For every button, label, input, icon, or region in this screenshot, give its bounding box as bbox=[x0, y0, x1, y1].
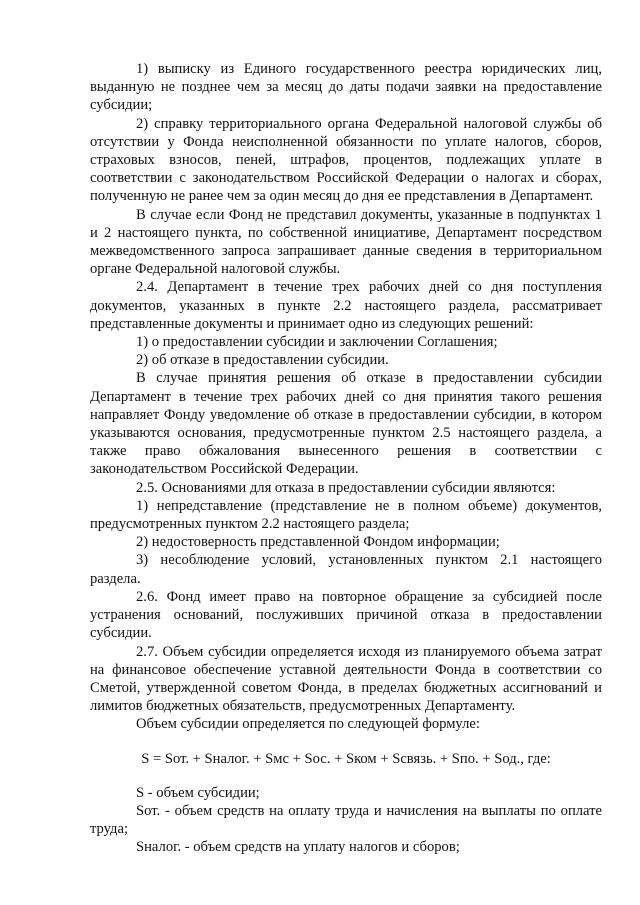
paragraph-interagency-request: В случае если Фонд не представил документы, указанные в подпунктах 1 и 2 настоящего пункта, по собственной инициативе, Департамент посредством межведомственного запроса запрашивает данные сведения в территориальном органе Федеральной налоговой службы. bbox=[90, 206, 602, 278]
paragraph-ground-1: 1) непредставление (представление не в полном объеме) документов, предусмотренных пунктом 2.2 настоящего раздела; bbox=[90, 497, 602, 533]
document-page bbox=[90, 60, 602, 857]
paragraph-2-7: 2.7. Объем субсидии определяется исходя из планируемого объема затрат на финансовое обеспечение уставной деятельности Фонда в соответствии со Сметой, утвержденной советом Фонда, в пределах бюджетных ассигнований и лимитов бюджетных обязательств, предусмотренных Департаменту. bbox=[90, 643, 602, 715]
definition-s-ot: Sот. - объем средств на оплату труда и начисления на выплаты по оплате труда; bbox=[90, 802, 602, 838]
paragraph-2-6: 2.6. Фонд имеет право на повторное обращение за субсидией после устранения оснований, послуживших причиной отказа в предоставлении субсидии. bbox=[90, 588, 602, 642]
paragraph-refusal-notice: В случае принятия решения об отказе в предоставлении субсидии Департамент в течение трех рабочих дней со дня принятия такого решения направляет Фонду уведомление об отказе в предоставлении субсидии, в котором указываются основания, предусмотренные пунктом 2.5 настоящего раздела, а также право обжалования вынесенного решения в соответствии с законодательством Российской Федерации. bbox=[90, 370, 602, 478]
paragraph-decision-refuse: 2) об отказе в предоставлении субсидии. bbox=[136, 352, 389, 369]
paragraph-ground-3: 3) несоблюдение условий, установленных пунктом 2.1 настоящего раздела. bbox=[90, 552, 602, 587]
paragraph-2-5: 2.5. Основаниями для отказа в предоставлении субсидии являются: bbox=[136, 479, 556, 496]
paragraph-2-4: 2.4. Департамент в течение трех рабочих дней со дня поступления документов, указанных в пункте 2.2 настоящего раздела, рассматривает представленные документы и принимает одно из следующих решений: bbox=[90, 279, 602, 332]
paragraph-formula-intro: Объем субсидии определяется по следующей формуле: bbox=[136, 716, 480, 733]
paragraph-decision-grant: 1) о предоставлении субсидии и заключении Соглашения; bbox=[136, 334, 498, 351]
paragraph-extract-egrul: 1) выписку из Единого государственного реестра юридических лиц, выданную не позднее чем за месяц до даты подачи заявки на предоставление субсидии; bbox=[90, 61, 602, 114]
definition-s-nalog: Sналог. - объем средств на уплату налогов и сборов; bbox=[136, 839, 460, 856]
paragraph-ground-2: 2) недостоверность представленной Фондом информации; bbox=[136, 534, 500, 551]
definition-s: S - объем субсидии; bbox=[136, 784, 260, 801]
paragraph-tax-certificate: 2) справку территориального органа Федеральной налоговой службы об отсутствии у Фонда неисполненной обязанности по уплате налогов, сборов, страховых взносов, пеней, штрафов, процентов, подлежащих уплате в соответствии с законодательством Российской Федерации о налогах и сборах, полученную не ранее чем за один месяц до дня ее представления в Департамент. bbox=[90, 115, 602, 205]
subsidy-formula: S = Sот. + Sналог. + Sмс + Sос. + Sком + Sсвязь. + Sпо. + Sод., где: bbox=[141, 750, 551, 767]
